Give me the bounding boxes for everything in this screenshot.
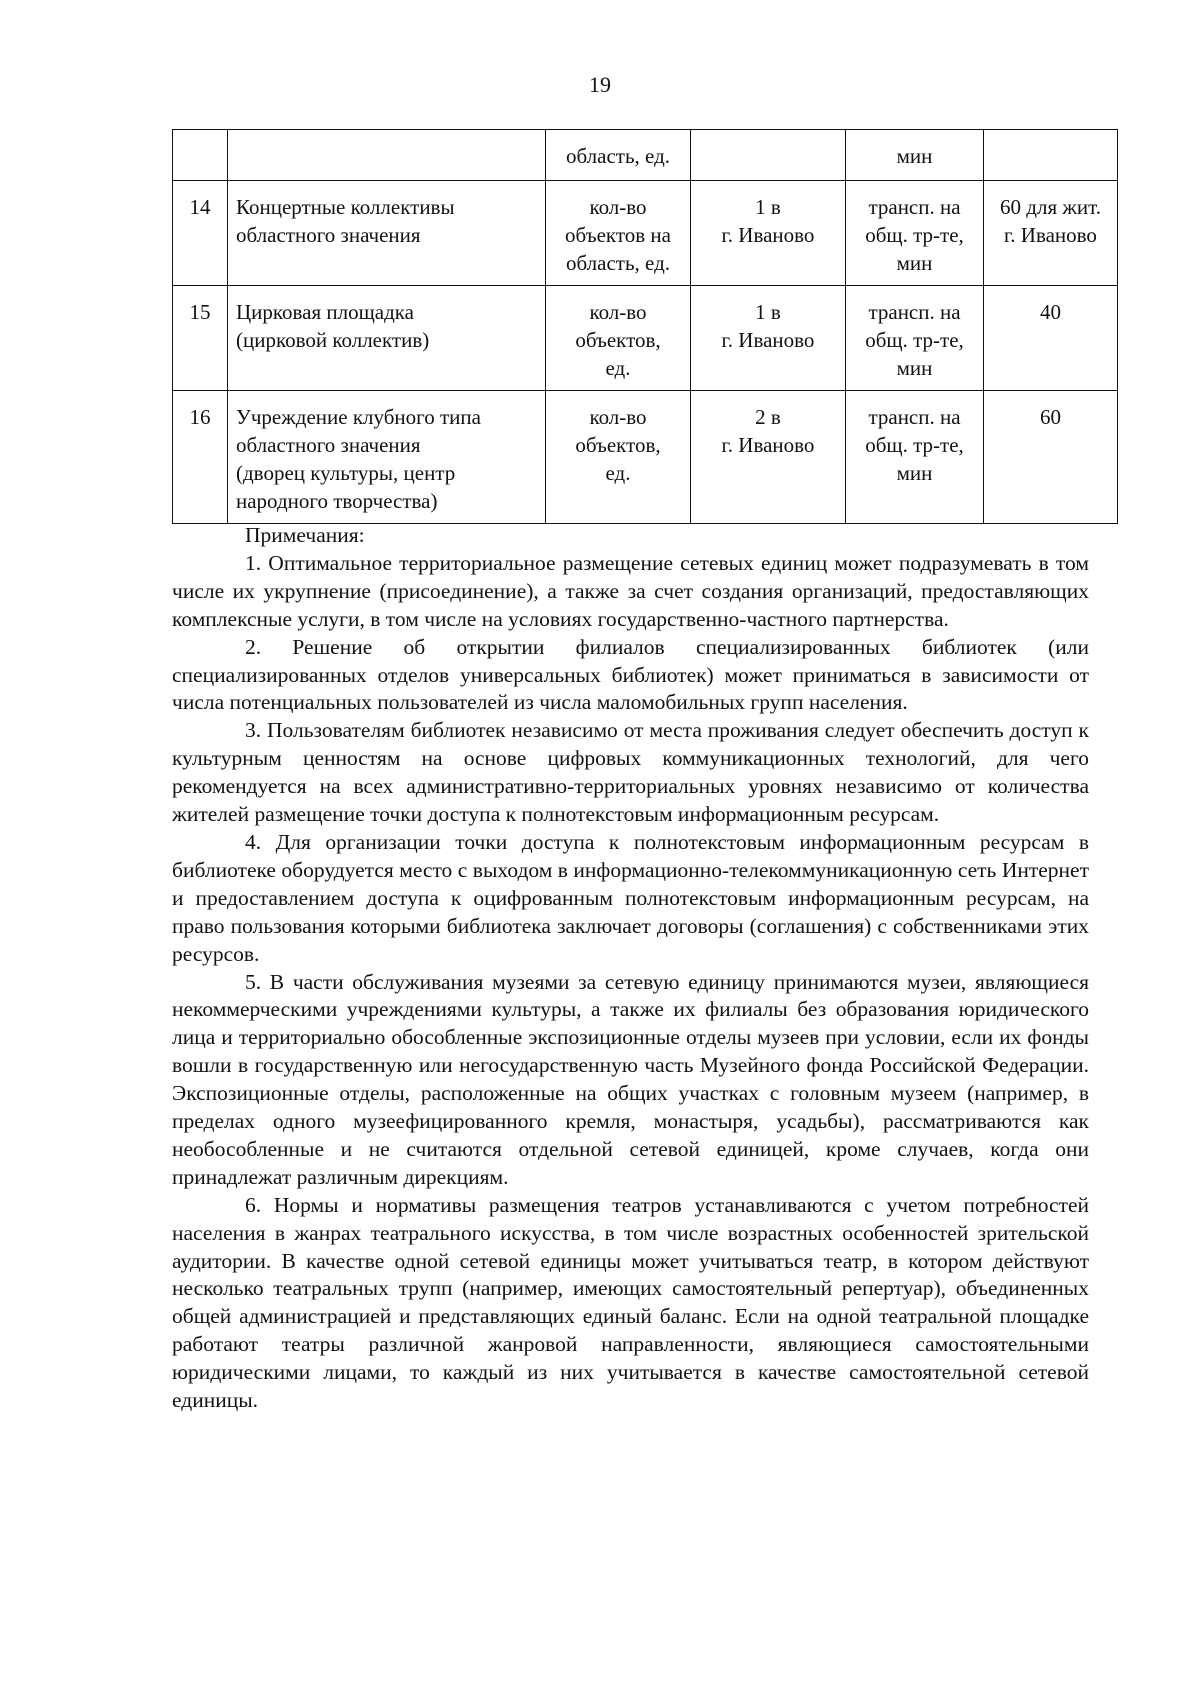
cell-access — [846, 391, 984, 524]
table-row — [173, 391, 1118, 524]
note-paragraph: 1. Оптимальное территориальное размещение сетевых единиц может подразумевать в том числе их укрупнение (присоединение), а также за счет создания организаций, предоставляющих комплексные услуги, в том числе на условиях государственно-частного партнерства. — [172, 550, 1089, 631]
cell-line: область, ед. — [565, 144, 670, 168]
cell-num: 15 — [173, 286, 228, 391]
cell-value — [984, 181, 1118, 286]
cell-line: г. Иваново — [721, 328, 815, 352]
cell-line: Цирковая площадка — [236, 300, 415, 324]
cell-num: 16 — [173, 391, 228, 524]
cell-value — [984, 130, 1118, 181]
cell-line: мин — [896, 144, 933, 168]
notes-section — [172, 522, 1089, 1415]
cell-value — [984, 391, 1118, 524]
cell-line: 60 — [1040, 405, 1061, 429]
cell-line: (дворец культуры, центр — [236, 461, 456, 485]
cell-line: Концертные коллективы — [236, 195, 455, 219]
cell-access — [846, 286, 984, 391]
cell-norm — [691, 181, 846, 286]
cell-access — [846, 181, 984, 286]
cell-line: общ. тр-те, — [865, 223, 964, 247]
note-paragraph: 3. Пользователям библиотек независимо от места проживания следует обеспечить доступ к культурным ценностям на основе цифровых коммуникационных технологий, для чего рекомендуется на всех административно-территориальных уровнях независимо от количества жителей размещение точки доступа к полнотекстовым информационным ресурсам. — [172, 718, 1089, 827]
note-paragraph: 6. Нормы и нормативы размещения театров устанавливаются с учетом потребностей населения в жанрах театрального искусства, в том числе возрастных особенностей зрительской аудитории. В качестве одной сетевой единицы может учитываться театр, в котором действуют несколько театральных трупп (например, имеющих самостоятельный репертуар), объединенных общей администрацией и представляющих единый баланс. Если на одной театральной площадке работают театры различной жанровой направленности, являющиеся самостоятельными юридическими лицами, то каждый из них учитывается в качестве самостоятельной сетевой единицы. — [172, 1192, 1089, 1413]
cell-line: ед. — [605, 461, 631, 485]
cell-line: областного значения — [236, 433, 421, 457]
note-paragraph: 4. Для организации точки доступа к полнотекстовым информационным ресурсам в библиотеке оборудуется место с выходом в информационно-телекоммуникационную сеть Интернет и предоставлением доступа к оцифрованным полнотекстовым информационным ресурсам, на право пользования которыми библиотека заключает договоры (соглашения) с собственниками этих ресурсов. — [172, 829, 1089, 966]
cell-line: г. Иваново — [721, 433, 815, 457]
note-paragraph: 5. В части обслуживания музеями за сетевую единицу принимаются музеи, являющиеся некоммерческими учреждениями культуры, а также их филиалы без образования юридического лица и территориально обособленные экспозиционные отделы музеев при условии, если их фонды вошли в государственную или негосударственную часть Музейного фонда Российской Федерации. Экспозиционные отделы, расположенные на общих участках с головным музеем (например, в пределах одного музеефицированного кремля, монастыря, усадьбы), рассматриваются как необособленные и не считаются отдельной сетевой единицей, кроме случаев, когда они принадлежат различным дирекциям. — [172, 969, 1089, 1189]
note-paragraph: 2. Решение об открытии филиалов специализированных библиотек (или специализированных отделов универсальных библиотек) может приниматься в зависимости от числа потенциальных пользователей из числа маломобильных групп населения. — [172, 634, 1089, 715]
cell-access — [846, 130, 984, 181]
cell-num: 14 — [173, 181, 228, 286]
cell-line: кол-во — [589, 195, 647, 219]
cell-unit — [546, 391, 691, 524]
cell-line: 60 для жит. — [1000, 195, 1101, 219]
table-row — [173, 286, 1118, 391]
cell-line: г. Иваново — [721, 223, 815, 247]
cell-line: общ. тр-те, — [865, 433, 964, 457]
cell-name — [228, 181, 546, 286]
cell-value — [984, 286, 1118, 391]
cell-unit — [546, 286, 691, 391]
cell-norm — [691, 391, 846, 524]
cell-line: мин — [896, 251, 933, 275]
cell-line: 40 — [1040, 300, 1061, 324]
cell-line: народного творчества) — [236, 489, 438, 513]
cell-line: кол-во — [589, 405, 647, 429]
notes-title: Примечания: — [245, 523, 365, 547]
cell-name — [228, 130, 546, 181]
cell-line: трансп. на — [868, 300, 961, 324]
table-row-continuation — [173, 130, 1118, 181]
table-row — [173, 181, 1118, 286]
cell-line: мин — [896, 356, 933, 380]
cell-line: Учреждение клубного типа — [236, 405, 481, 429]
cell-num — [173, 130, 228, 181]
cell-line: областного значения — [236, 223, 421, 247]
cell-line: общ. тр-те, — [865, 328, 964, 352]
cell-line: мин — [896, 461, 933, 485]
cell-unit — [546, 130, 691, 181]
cell-line: г. Иваново — [1004, 223, 1097, 247]
cell-norm — [691, 130, 846, 181]
cell-line: 1 в — [755, 300, 781, 324]
cell-name — [228, 286, 546, 391]
cell-line: (цирковой коллектив) — [236, 328, 430, 352]
cell-line: 2 в — [755, 405, 781, 429]
cell-name — [228, 391, 546, 524]
cell-line: трансп. на — [868, 405, 961, 429]
cell-line: объектов на — [565, 223, 671, 247]
cell-line: кол-во — [589, 300, 647, 324]
cell-line: ед. — [605, 356, 631, 380]
cell-line: область, ед. — [565, 251, 670, 275]
page-number: 19 — [589, 72, 611, 97]
cell-unit — [546, 181, 691, 286]
cell-norm — [691, 286, 846, 391]
norms-table — [172, 129, 1118, 524]
cell-line: объектов, — [575, 328, 661, 352]
cell-line: объектов, — [575, 433, 661, 457]
cell-line: 1 в — [755, 195, 781, 219]
cell-line: трансп. на — [868, 195, 961, 219]
